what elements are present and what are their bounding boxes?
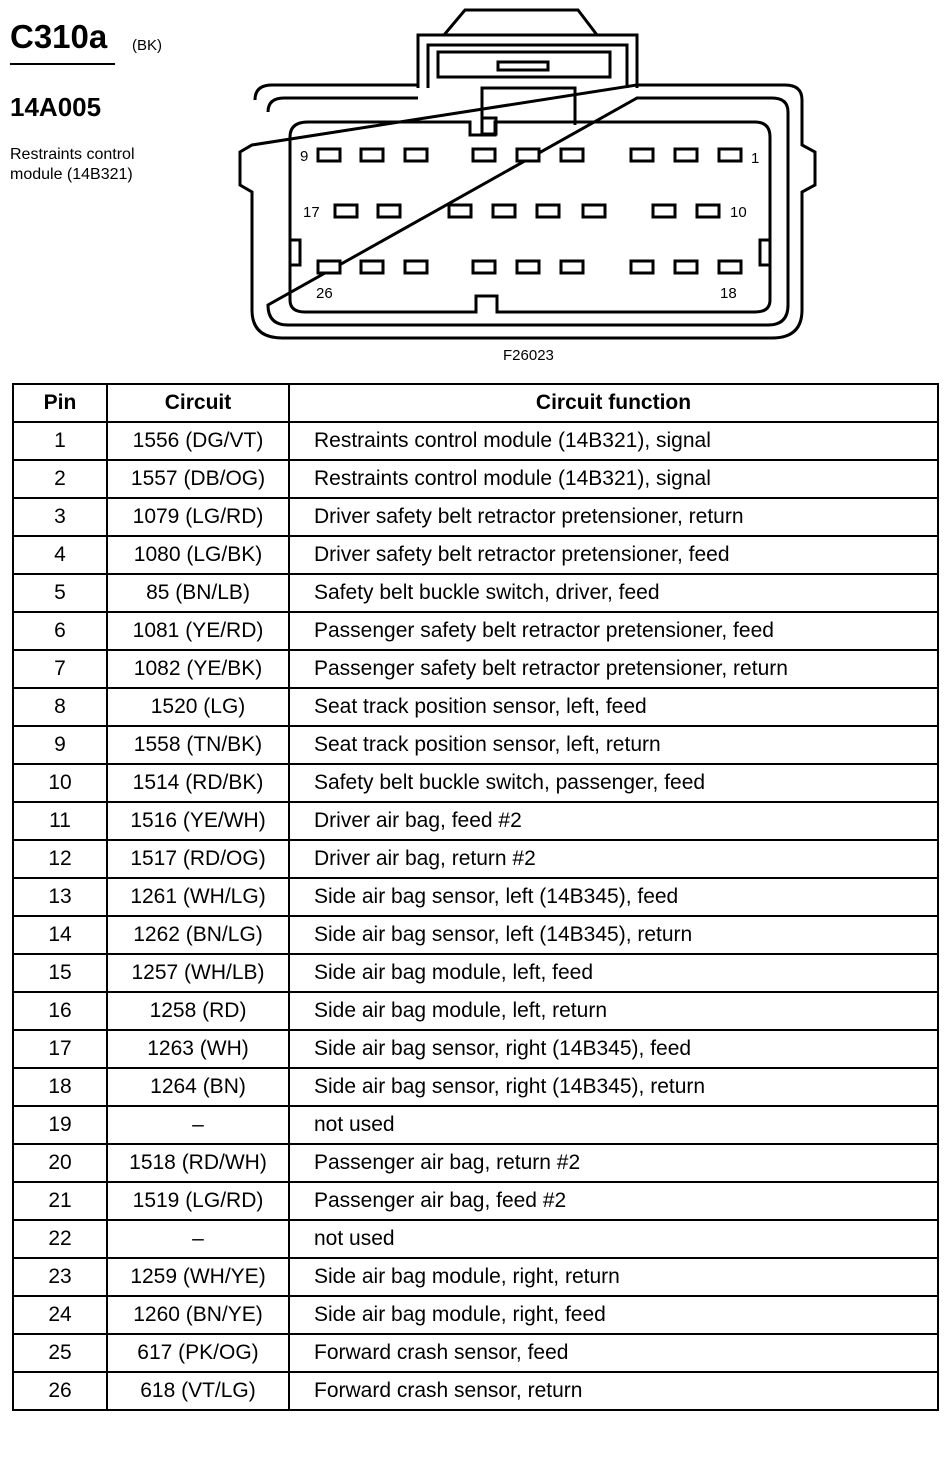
part-number: 14A005	[10, 92, 102, 122]
circuit-cell: 618 (VT/LG)	[107, 1372, 289, 1410]
connector-color: (BK)	[132, 37, 162, 54]
cavity-14	[493, 205, 515, 217]
cavity-7	[405, 149, 427, 161]
table-row	[13, 688, 938, 726]
figure-id: F26023	[503, 347, 554, 364]
cavity-11	[653, 205, 675, 217]
table-row	[13, 1068, 938, 1106]
pin-cell: 15	[13, 954, 107, 992]
pin-cell: 17	[13, 1030, 107, 1068]
pin-cell: 14	[13, 916, 107, 954]
pin-label-18: 18	[720, 285, 737, 302]
table-row	[13, 1144, 938, 1182]
function-cell: Safety belt buckle switch, passenger, feed	[289, 764, 938, 802]
header-function: Circuit function	[289, 384, 938, 422]
function-cell: not used	[289, 1220, 938, 1258]
circuit-cell: 1079 (LG/RD)	[107, 498, 289, 536]
pin-cell: 24	[13, 1296, 107, 1334]
circuit-cell: 1264 (BN)	[107, 1068, 289, 1106]
connector-top-tab	[444, 10, 597, 35]
cavity-25	[361, 261, 383, 273]
connector-latch-notch	[498, 62, 548, 70]
table-row	[13, 1296, 938, 1334]
function-cell: Driver air bag, feed #2	[289, 802, 938, 840]
pin-cell: 23	[13, 1258, 107, 1296]
function-cell: Passenger air bag, return #2	[289, 1144, 938, 1182]
cavity-13	[537, 205, 559, 217]
header-circuit: Circuit	[107, 384, 289, 422]
cavity-5	[517, 149, 539, 161]
function-cell: Side air bag module, left, feed	[289, 954, 938, 992]
connector-id: C310a	[10, 18, 108, 55]
circuit-cell: 1261 (WH/LG)	[107, 878, 289, 916]
function-cell: Passenger air bag, feed #2	[289, 1182, 938, 1220]
pin-cell: 2	[13, 460, 107, 498]
pin-label-9: 9	[300, 148, 309, 165]
pin-cell: 22	[13, 1220, 107, 1258]
pin-cell: 7	[13, 650, 107, 688]
function-cell: Driver safety belt retractor pretensioner, feed	[289, 536, 938, 574]
circuit-cell: 1081 (YE/RD)	[107, 612, 289, 650]
circuit-cell: –	[107, 1106, 289, 1144]
circuit-cell: 1558 (TN/BK)	[107, 726, 289, 764]
cavity-6	[473, 149, 495, 161]
cavity-8	[361, 149, 383, 161]
circuit-cell: 85 (BN/LB)	[107, 574, 289, 612]
table-row	[13, 498, 938, 536]
table-row	[13, 536, 938, 574]
cavity-9	[318, 149, 340, 161]
pin-cell: 19	[13, 1106, 107, 1144]
cavity-22	[517, 261, 539, 273]
table-row	[13, 878, 938, 916]
connector-description	[10, 145, 135, 185]
table-row	[13, 650, 938, 688]
circuit-cell: –	[107, 1220, 289, 1258]
circuit-cell: 1520 (LG)	[107, 688, 289, 726]
connector-id-underline	[10, 63, 115, 65]
circuit-cell: 1260 (BN/YE)	[107, 1296, 289, 1334]
pin-cell: 10	[13, 764, 107, 802]
table-row	[13, 1106, 938, 1144]
circuit-cell: 1557 (DB/OG)	[107, 460, 289, 498]
function-cell: Driver air bag, return #2	[289, 840, 938, 878]
description-line-2: module (14B321)	[10, 166, 133, 183]
cavity-15	[449, 205, 471, 217]
circuit-cell: 1556 (DG/VT)	[107, 422, 289, 460]
function-cell: Forward crash sensor, return	[289, 1372, 938, 1410]
pin-label-10: 10	[730, 204, 747, 221]
pin-cell: 21	[13, 1182, 107, 1220]
pin-cell: 8	[13, 688, 107, 726]
circuit-cell: 1259 (WH/YE)	[107, 1258, 289, 1296]
cavity-12	[583, 205, 605, 217]
function-cell: Side air bag sensor, right (14B345), feed	[289, 1030, 938, 1068]
table-header-row	[13, 384, 938, 422]
circuit-cell: 1516 (YE/WH)	[107, 802, 289, 840]
table-row	[13, 1220, 938, 1258]
circuit-cell: 1257 (WH/LB)	[107, 954, 289, 992]
cavity-21	[561, 261, 583, 273]
function-cell: Driver safety belt retractor pretensioner, return	[289, 498, 938, 536]
function-cell: Side air bag sensor, left (14B345), return	[289, 916, 938, 954]
pin-cell: 18	[13, 1068, 107, 1106]
pin-cell: 25	[13, 1334, 107, 1372]
pin-cell: 1	[13, 422, 107, 460]
function-cell: Side air bag sensor, left (14B345), feed	[289, 878, 938, 916]
function-cell: Forward crash sensor, feed	[289, 1334, 938, 1372]
table-row	[13, 726, 938, 764]
pin-label-1: 1	[751, 150, 760, 167]
function-cell: Side air bag sensor, right (14B345), return	[289, 1068, 938, 1106]
function-cell: Passenger safety belt retractor pretensioner, return	[289, 650, 938, 688]
function-cell: Side air bag module, right, feed	[289, 1296, 938, 1334]
table-row	[13, 612, 938, 650]
header-pin: Pin	[13, 384, 107, 422]
cavity-20	[631, 261, 653, 273]
cavity-2	[675, 149, 697, 161]
function-cell: Side air bag module, left, return	[289, 992, 938, 1030]
pin-cell: 20	[13, 1144, 107, 1182]
circuit-cell: 1082 (YE/BK)	[107, 650, 289, 688]
cavity-18	[719, 261, 741, 273]
function-cell: Safety belt buckle switch, driver, feed	[289, 574, 938, 612]
pin-cell: 12	[13, 840, 107, 878]
cavity-26	[318, 261, 340, 273]
cavity-1	[719, 149, 741, 161]
circuit-cell: 1514 (RD/BK)	[107, 764, 289, 802]
pin-cell: 16	[13, 992, 107, 1030]
cavity-4	[561, 149, 583, 161]
table-row	[13, 1182, 938, 1220]
pin-cell: 11	[13, 802, 107, 840]
table-row	[13, 954, 938, 992]
table-row	[13, 574, 938, 612]
table-row	[13, 840, 938, 878]
function-cell: not used	[289, 1106, 938, 1144]
table-row	[13, 1030, 938, 1068]
function-cell: Side air bag module, right, return	[289, 1258, 938, 1296]
cavity-17	[335, 205, 357, 217]
connector-face-diagram	[230, 0, 830, 345]
pin-cell: 4	[13, 536, 107, 574]
table-row	[13, 1258, 938, 1296]
pin-table	[12, 383, 939, 1411]
cavity-19	[675, 261, 697, 273]
function-cell: Restraints control module (14B321), signal	[289, 422, 938, 460]
circuit-cell: 1258 (RD)	[107, 992, 289, 1030]
table-row	[13, 764, 938, 802]
pin-label-26: 26	[316, 285, 333, 302]
circuit-cell: 1262 (BN/LG)	[107, 916, 289, 954]
pin-label-17: 17	[303, 204, 320, 221]
pin-cell: 26	[13, 1372, 107, 1410]
table-row	[13, 1334, 938, 1372]
terminal-cavities	[318, 149, 741, 273]
pin-table-body	[13, 422, 938, 1410]
cavity-3	[631, 149, 653, 161]
pin-cell: 3	[13, 498, 107, 536]
table-row	[13, 992, 938, 1030]
pin-cell: 5	[13, 574, 107, 612]
circuit-cell: 1080 (LG/BK)	[107, 536, 289, 574]
function-cell: Seat track position sensor, left, return	[289, 726, 938, 764]
table-row	[13, 802, 938, 840]
circuit-cell: 617 (PK/OG)	[107, 1334, 289, 1372]
cavity-23	[473, 261, 495, 273]
function-cell: Passenger safety belt retractor pretensioner, feed	[289, 612, 938, 650]
circuit-cell: 1519 (LG/RD)	[107, 1182, 289, 1220]
table-row	[13, 1372, 938, 1410]
description-line-1: Restraints control	[10, 146, 135, 163]
pin-cell: 6	[13, 612, 107, 650]
circuit-cell: 1517 (RD/OG)	[107, 840, 289, 878]
function-cell: Restraints control module (14B321), signal	[289, 460, 938, 498]
cavity-24	[405, 261, 427, 273]
pin-cell: 9	[13, 726, 107, 764]
circuit-cell: 1518 (RD/WH)	[107, 1144, 289, 1182]
pin-cell: 13	[13, 878, 107, 916]
circuit-cell: 1263 (WH)	[107, 1030, 289, 1068]
function-cell: Seat track position sensor, left, feed	[289, 688, 938, 726]
cavity-16	[378, 205, 400, 217]
table-row	[13, 916, 938, 954]
table-row	[13, 422, 938, 460]
table-row	[13, 460, 938, 498]
cavity-10	[697, 205, 719, 217]
